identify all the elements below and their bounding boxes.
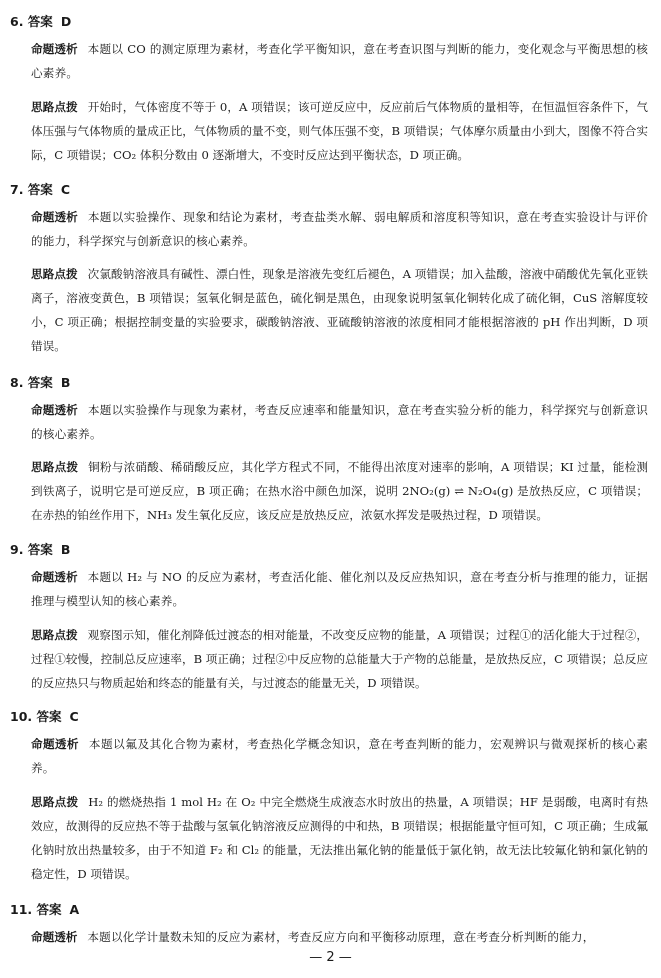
analysis-text: 本题以 H₂ 与 NO 的反应为素材，考查活化能、催化剂以及反应热知识，意在考查分析与推理的能力，证据推理与模型认知的核心素养。 <box>31 570 648 608</box>
hint-text: 开始时，气体密度不等于 0，A 项错误；该可逆反应中，反应前后气体物质的量相等，在恒温恒容条件下，气体压强与气体物质的量成正比，气体物质的量不变，则气体压强不变，B 项错误；气体摩尔质量由小到大，图像不符合实际，C 项错误；CO₂ 体积分数由 0 逐渐增大，不变时反应达到平衡状态，D 项正确。 <box>31 100 648 162</box>
analysis-label: 命题透析 <box>31 403 78 417</box>
page-number: — 2 — <box>309 950 352 965</box>
analysis-label: 命题透析 <box>31 930 78 944</box>
question-6-analysis <box>31 37 648 85</box>
analysis-text: 本题以 CO 的测定原理为素材，考查化学平衡知识，意在考查识图与判断的能力，变化观念与平衡思想的核心素养。 <box>31 42 648 80</box>
question-9-header <box>10 540 70 558</box>
question-9-analysis <box>31 565 648 613</box>
question-11-analysis <box>31 925 648 949</box>
question-10-hint <box>31 790 648 886</box>
question-11-label: 11. 答案 <box>10 902 62 917</box>
hint-label: 思路点拨 <box>31 460 79 474</box>
question-7-analysis <box>31 205 648 253</box>
question-6-label: 6. 答案 <box>10 14 53 29</box>
question-10-header <box>10 707 79 725</box>
analysis-text: 本题以氟及其化合物为素材，考查热化学概念知识，意在考查判断的能力，宏观辨识与微观探析的核心素养。 <box>31 737 648 775</box>
analysis-text: 本题以实验操作、现象和结论为素材，考查盐类水解、弱电解质和溶度积等知识，意在考查实验设计与评价的能力，科学探究与创新意识的核心素养。 <box>31 210 648 248</box>
question-8-answer: B <box>60 375 71 390</box>
question-9-label: 9. 答案 <box>10 542 53 557</box>
question-11-header <box>10 900 79 918</box>
analysis-text: 本题以化学计量数未知的反应为素材，考查反应方向和平衡移动原理，意在考查分析判断的能力， <box>87 930 595 944</box>
hint-text: 铜粉与浓硝酸、稀硝酸反应，其化学方程式不同，不能得出浓度对速率的影响，A 项错误；KI 过量，能检测到铁离子，说明它是可逆反应，B 项正确；在热水浴中颜色加深，说明 2NO₂(g) ⇌ N₂O₄(g) 是放热反应，C 项错误；在赤热的铂丝作用下，NH₃ 发生氧化反应，该反应是放热反应，浓氨水挥发是吸热过程，D 项错误。 <box>31 460 648 522</box>
question-6-answer: D <box>60 14 72 29</box>
hint-text: 次氯酸钠溶液具有碱性、漂白性，现象是溶液先变红后褪色，A 项错误；加入盐酸，溶液中硝酸优先氧化亚铁离子，溶液变黄色，B 项错误；氢氧化铜是蓝色，硫化铜是黑色，由现象说明氢氧化铜转化成了硫化铜，CuS 溶解度较小，C 项正确；根据控制变量的实验要求，碳酸钠溶液、亚硫酸钠溶液的浓度相同才能根据溶液的 pH 作出判断，D 项错误。 <box>31 267 648 353</box>
hint-text: H₂ 的燃烧热指 1 mol H₂ 在 O₂ 中完全燃烧生成液态水时放出的热量，A 项错误；HF 是弱酸，电离时有热效应，故测得的反应热不等于盐酸与氢氧化钠溶液反应测得的中和热，B 项错误；根据能量守恒可知，C 项正确；生成氟化钠时放出热量较多，由于不知道 F₂ 和 Cl₂ 的能量，无法推出氟化钠的能量低于氯化钠，故无法比较氟化钠和氯化钠的稳定性，D 项错误。 <box>31 795 648 881</box>
question-7-label: 7. 答案 <box>10 182 53 197</box>
question-7-answer: C <box>60 182 70 197</box>
question-6-hint <box>31 95 648 167</box>
question-10-analysis <box>31 732 648 780</box>
question-6-header <box>10 12 71 30</box>
hint-label: 思路点拨 <box>31 100 78 114</box>
analysis-label: 命题透析 <box>31 737 79 751</box>
question-8-hint <box>31 455 648 527</box>
hint-label: 思路点拨 <box>31 795 79 809</box>
analysis-label: 命题透析 <box>31 210 78 224</box>
question-9-hint <box>31 623 648 695</box>
question-11-answer: A <box>69 902 80 917</box>
analysis-label: 命题透析 <box>31 570 78 584</box>
hint-label: 思路点拨 <box>31 628 78 642</box>
analysis-text: 本题以实验操作与现象为素材，考查反应速率和能量知识，意在考查实验分析的能力，科学探究与创新意识的核心素养。 <box>31 403 648 441</box>
question-10-answer: C <box>69 709 79 724</box>
hint-text: 观察图示知，催化剂降低过渡态的相对能量，不改变反应物的能量，A 项错误；过程①的活化能大于过程②，过程①较慢，控制总反应速率，B 项正确；过程②中反应物的总能量大于产物的总能量，是放热反应，C 项错误；总反应的反应热只与物质起始和终态的能量有关，与过渡态的能量无关，D 项错误。 <box>31 628 648 690</box>
question-9-answer: B <box>60 542 71 557</box>
question-8-label: 8. 答案 <box>10 375 53 390</box>
hint-label: 思路点拨 <box>31 267 78 281</box>
question-7-hint <box>31 262 648 358</box>
question-8-header <box>10 373 70 391</box>
question-10-label: 10. 答案 <box>10 709 62 724</box>
question-8-analysis <box>31 398 648 446</box>
question-7-header <box>10 180 70 198</box>
analysis-label: 命题透析 <box>31 42 78 56</box>
